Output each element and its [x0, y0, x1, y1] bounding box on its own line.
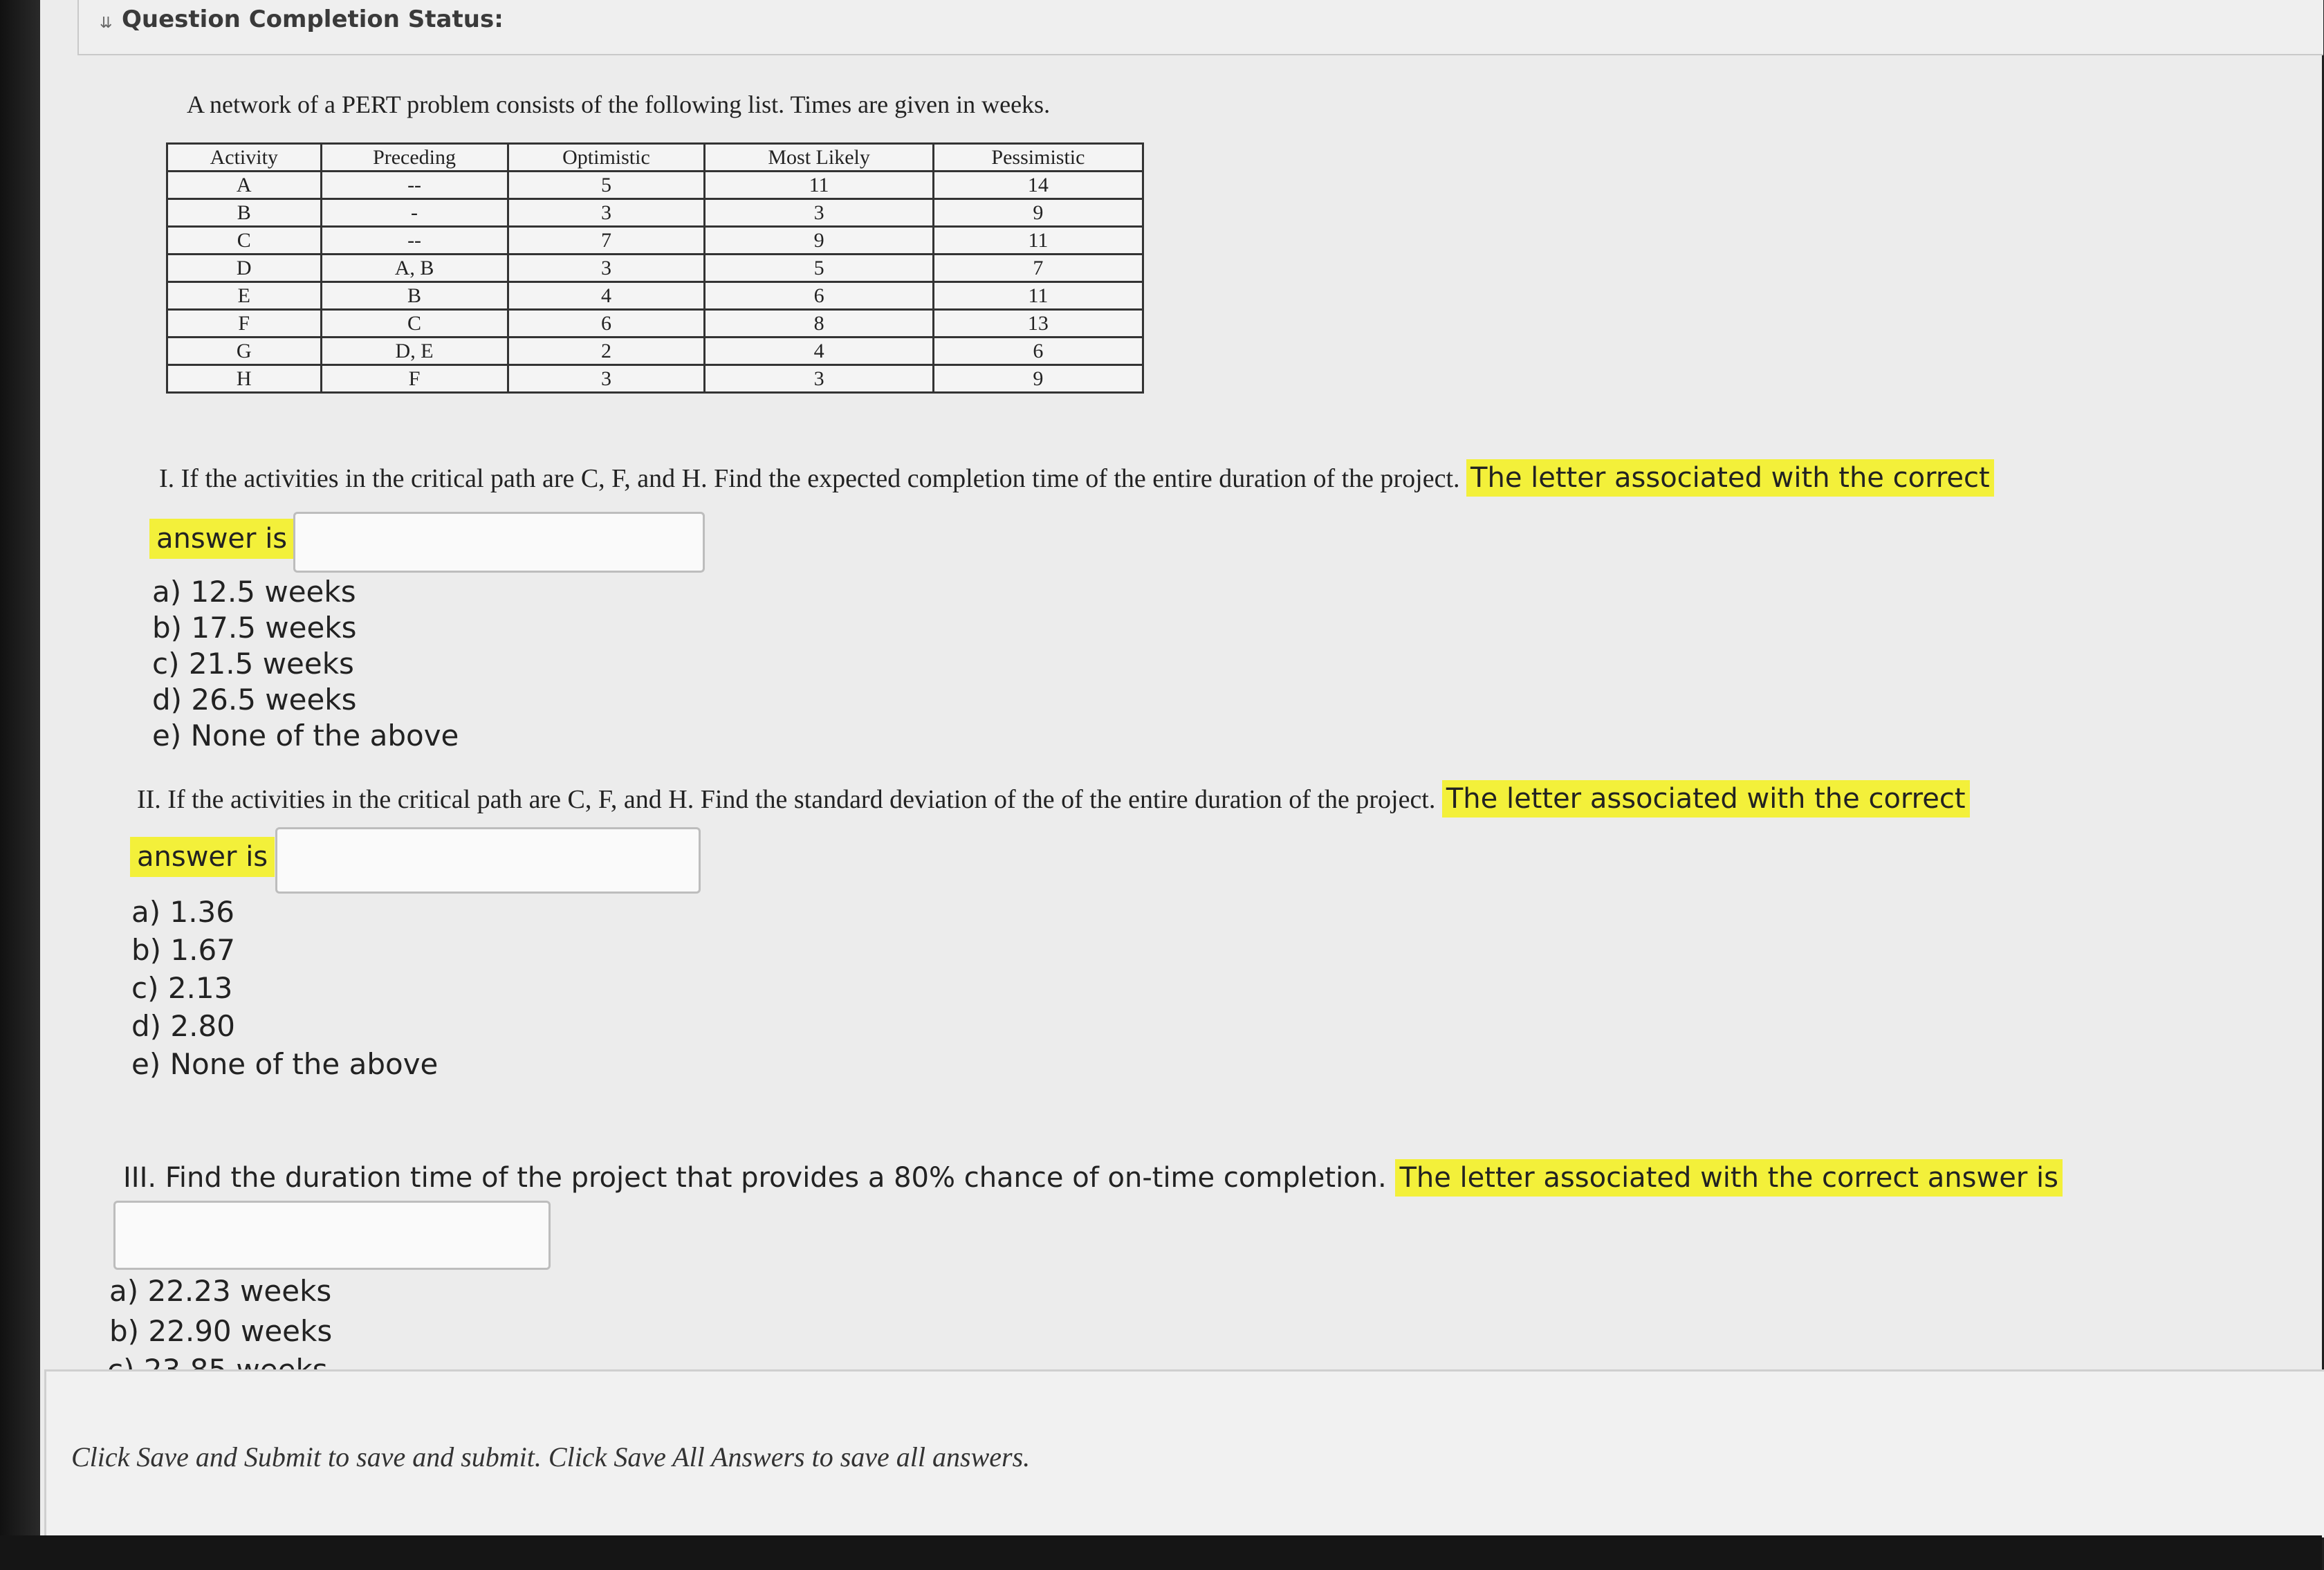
- table-cell: E: [167, 282, 322, 310]
- question-2-prompt: [137, 783, 1970, 815]
- question-3-answer-input[interactable]: [113, 1201, 551, 1270]
- pert-activity-table: [166, 142, 1144, 394]
- table-cell: -: [321, 199, 508, 227]
- table-row: [167, 172, 1143, 199]
- table-cell: B: [321, 282, 508, 310]
- table-cell: 11: [933, 282, 1143, 310]
- option-a: a) 1.36: [131, 895, 234, 929]
- column-header: Most Likely: [705, 144, 934, 172]
- question-1-answer-input[interactable]: [293, 512, 705, 573]
- table-cell: 9: [933, 199, 1143, 227]
- question-1-text: I. If the activities in the critical path are C, F, and H. Find the expected completion time of the entire duration of the project.: [159, 464, 1460, 493]
- question-1-options: [152, 575, 459, 757]
- question-2-answer-label: answer is: [130, 837, 275, 877]
- footer-instructions: Click Save and Submit to save and submit. Click Save All Answers to save all answers.: [71, 1441, 1031, 1472]
- table-cell: 9: [933, 365, 1143, 393]
- question-completion-status-bar[interactable]: [77, 0, 2323, 55]
- question-2-options: [131, 895, 439, 1088]
- question-3-options: [109, 1274, 333, 1357]
- question-2-highlight: The letter associated with the correct: [1442, 780, 1970, 818]
- table-cell: 11: [705, 172, 934, 199]
- table-cell: 7: [508, 227, 705, 255]
- question-1-prompt: [159, 462, 1994, 494]
- table-cell: 3: [508, 199, 705, 227]
- table-cell: C: [167, 227, 322, 255]
- column-header: Optimistic: [508, 144, 705, 172]
- table-cell: 6: [508, 310, 705, 338]
- question-3-highlight: The letter associated with the correct answer is: [1395, 1159, 2063, 1197]
- table-row: [167, 227, 1143, 255]
- screen-bezel-left: [0, 0, 40, 1570]
- table-cell: D: [167, 255, 322, 282]
- table-cell: 6: [933, 338, 1143, 365]
- option-c: c) 2.13: [131, 971, 233, 1005]
- option-a: a) 22.23 weeks: [109, 1274, 332, 1308]
- table-cell: 9: [705, 227, 934, 255]
- question-2-answer-input[interactable]: [275, 827, 701, 894]
- question-intro: A network of a PERT problem consists of the following list. Times are given in weeks.: [187, 91, 1051, 118]
- option-e: e) None of the above: [152, 719, 459, 752]
- table-row: [167, 199, 1143, 227]
- table-cell: H: [167, 365, 322, 393]
- table-cell: 2: [508, 338, 705, 365]
- table-row: [167, 310, 1143, 338]
- chevron-down-icon[interactable]: ⇊: [100, 14, 113, 31]
- option-e: e) None of the above: [131, 1047, 439, 1081]
- status-title: Question Completion Status:: [122, 6, 504, 33]
- table-cell: 4: [705, 338, 934, 365]
- submit-footer: [44, 1369, 2324, 1537]
- table-cell: 6: [705, 282, 934, 310]
- column-header: Activity: [167, 144, 322, 172]
- table-cell: C: [321, 310, 508, 338]
- option-d: d) 26.5 weeks: [152, 683, 357, 717]
- option-b: b) 22.90 weeks: [109, 1314, 333, 1348]
- table-cell: 4: [508, 282, 705, 310]
- table-cell: F: [167, 310, 322, 338]
- table-row: [167, 255, 1143, 282]
- table-cell: 5: [705, 255, 934, 282]
- table-cell: B: [167, 199, 322, 227]
- question-3-text: III. Find the duration time of the project that provides a 80% chance of on-time completion.: [123, 1162, 1387, 1194]
- table-cell: 3: [705, 199, 934, 227]
- screen-bezel-bottom: [0, 1535, 2322, 1570]
- table-cell: G: [167, 338, 322, 365]
- table-cell: 5: [508, 172, 705, 199]
- table-row: [167, 282, 1143, 310]
- table-cell: --: [321, 172, 508, 199]
- question-1-highlight: The letter associated with the correct: [1466, 459, 1994, 497]
- table-cell: 3: [705, 365, 934, 393]
- table-row: [167, 365, 1143, 393]
- option-b: b) 17.5 weeks: [152, 611, 357, 645]
- question-1-answer-label: answer is: [149, 519, 294, 559]
- table-cell: A, B: [321, 255, 508, 282]
- table-cell: D, E: [321, 338, 508, 365]
- table-cell: 3: [508, 365, 705, 393]
- column-header: Pessimistic: [933, 144, 1143, 172]
- table-cell: 14: [933, 172, 1143, 199]
- table-cell: 13: [933, 310, 1143, 338]
- table-cell: 3: [508, 255, 705, 282]
- option-d: d) 2.80: [131, 1009, 235, 1043]
- table-header-row: [167, 144, 1143, 172]
- question-2-text: II. If the activities in the critical path are C, F, and H. Find the standard deviation of the of the entire duration of the project.: [137, 785, 1436, 814]
- question-3-prompt: [123, 1162, 2063, 1194]
- option-c: c) 21.5 weeks: [152, 647, 354, 681]
- table-cell: --: [321, 227, 508, 255]
- table-cell: 8: [705, 310, 934, 338]
- table-cell: F: [321, 365, 508, 393]
- table-cell: A: [167, 172, 322, 199]
- table-cell: 7: [933, 255, 1143, 282]
- table-cell: 11: [933, 227, 1143, 255]
- table-row: [167, 338, 1143, 365]
- option-a: a) 12.5 weeks: [152, 575, 356, 609]
- option-b: b) 1.67: [131, 933, 235, 967]
- column-header: Preceding: [321, 144, 508, 172]
- option-c: [107, 1356, 328, 1369]
